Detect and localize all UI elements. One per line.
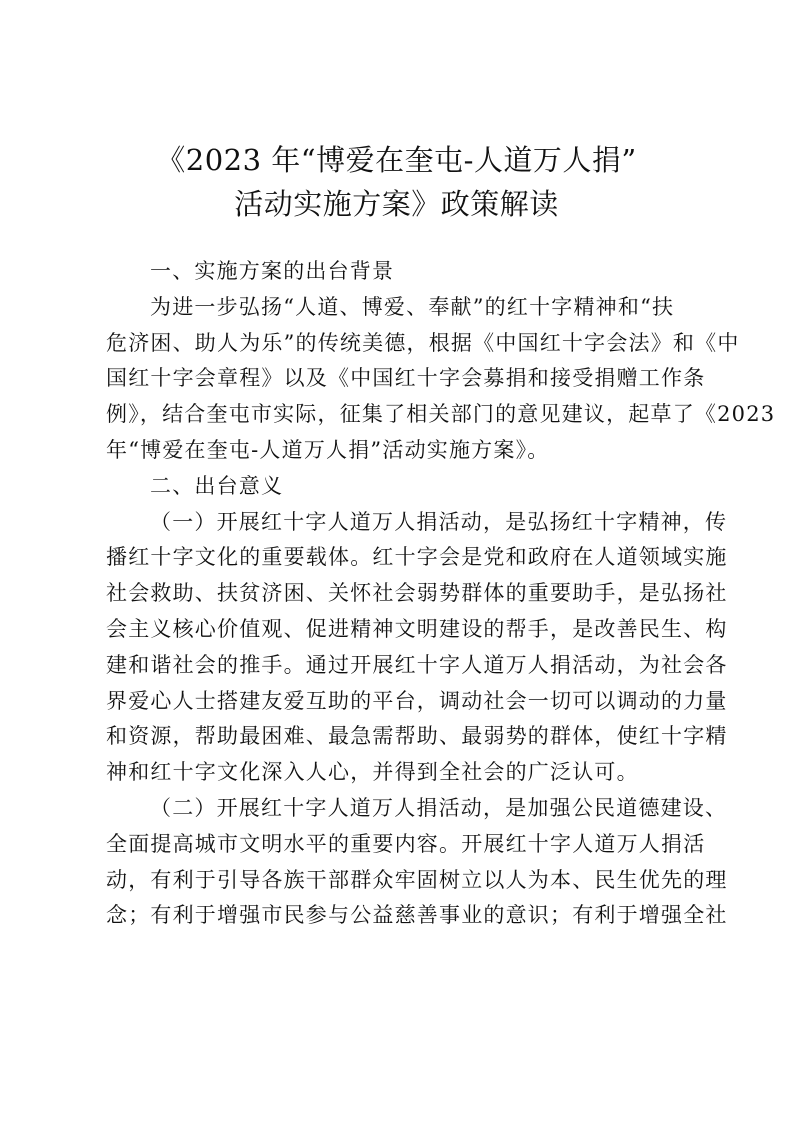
paragraph-line: （一）开展红十字人道万人捐活动，是弘扬红十字精神，传 [150,509,728,534]
section-heading-significance: 二、出台意义 [150,473,284,498]
title-line-1: 《2023 年“博爱在奎屯-人道万人捐” [156,143,637,177]
paragraph-line: 神和红十字文化深入人心，并得到全社会的广泛认可。 [106,760,639,785]
paragraph-line: 例》，结合奎屯市实际，征集了相关部门的意见建议，起草了《2023 [106,402,776,427]
section-heading-background: 一、实施方案的出台背景 [150,259,395,283]
paragraph-line: 全面提高城市文明水平的重要内容。开展红十字人道万人捐活 [106,831,706,856]
paragraph-line: 为进一步弘扬“人道、博爱、奉献”的红十字精神和“扶 [150,294,675,319]
paragraph-line: 会主义核心价值观、促进精神文明建设的帮手，是改善民生、构 [106,616,728,641]
paragraph-line: 念；有利于增强市民参与公益慈善事业的意识；有利于增强全社 [106,903,728,928]
paragraph-line: 社会救助、扶贫济困、关怀社会弱势群体的重要助手，是弘扬社 [106,581,728,606]
paragraph-line: 动，有利于引导各族干部群众牢固树立以人为本、民生优先的理 [106,867,728,892]
paragraph-line: （二）开展红十字人道万人捐活动，是加强公民道德建设、 [150,795,728,820]
paragraph-line: 危济困、助人为乐”的传统美德，根据《中国红十字会法》和《中 [106,330,740,355]
title-line-2: 活动实施方案》政策解读 [234,187,559,221]
paragraph-line: 播红十字文化的重要载体。红十字会是党和政府在人道领域实施 [106,545,728,570]
paragraph-line: 和资源，帮助最困难、最急需帮助、最弱势的群体，使红十字精 [106,724,728,749]
paragraph-line: 界爱心人士搭建友爱互助的平台，调动社会一切可以调动的力量 [106,688,728,713]
paragraph-line: 年“博爱在奎屯-人道万人捐”活动实施方案》。 [106,437,550,462]
paragraph-line: 国红十字会章程》以及《中国红十字会募捐和接受捐赠工作条 [106,366,706,391]
document-title [100,138,693,226]
paragraph-line: 建和谐社会的推手。通过开展红十字人道万人捐活动，为社会各 [106,652,728,677]
document-body [106,254,776,934]
